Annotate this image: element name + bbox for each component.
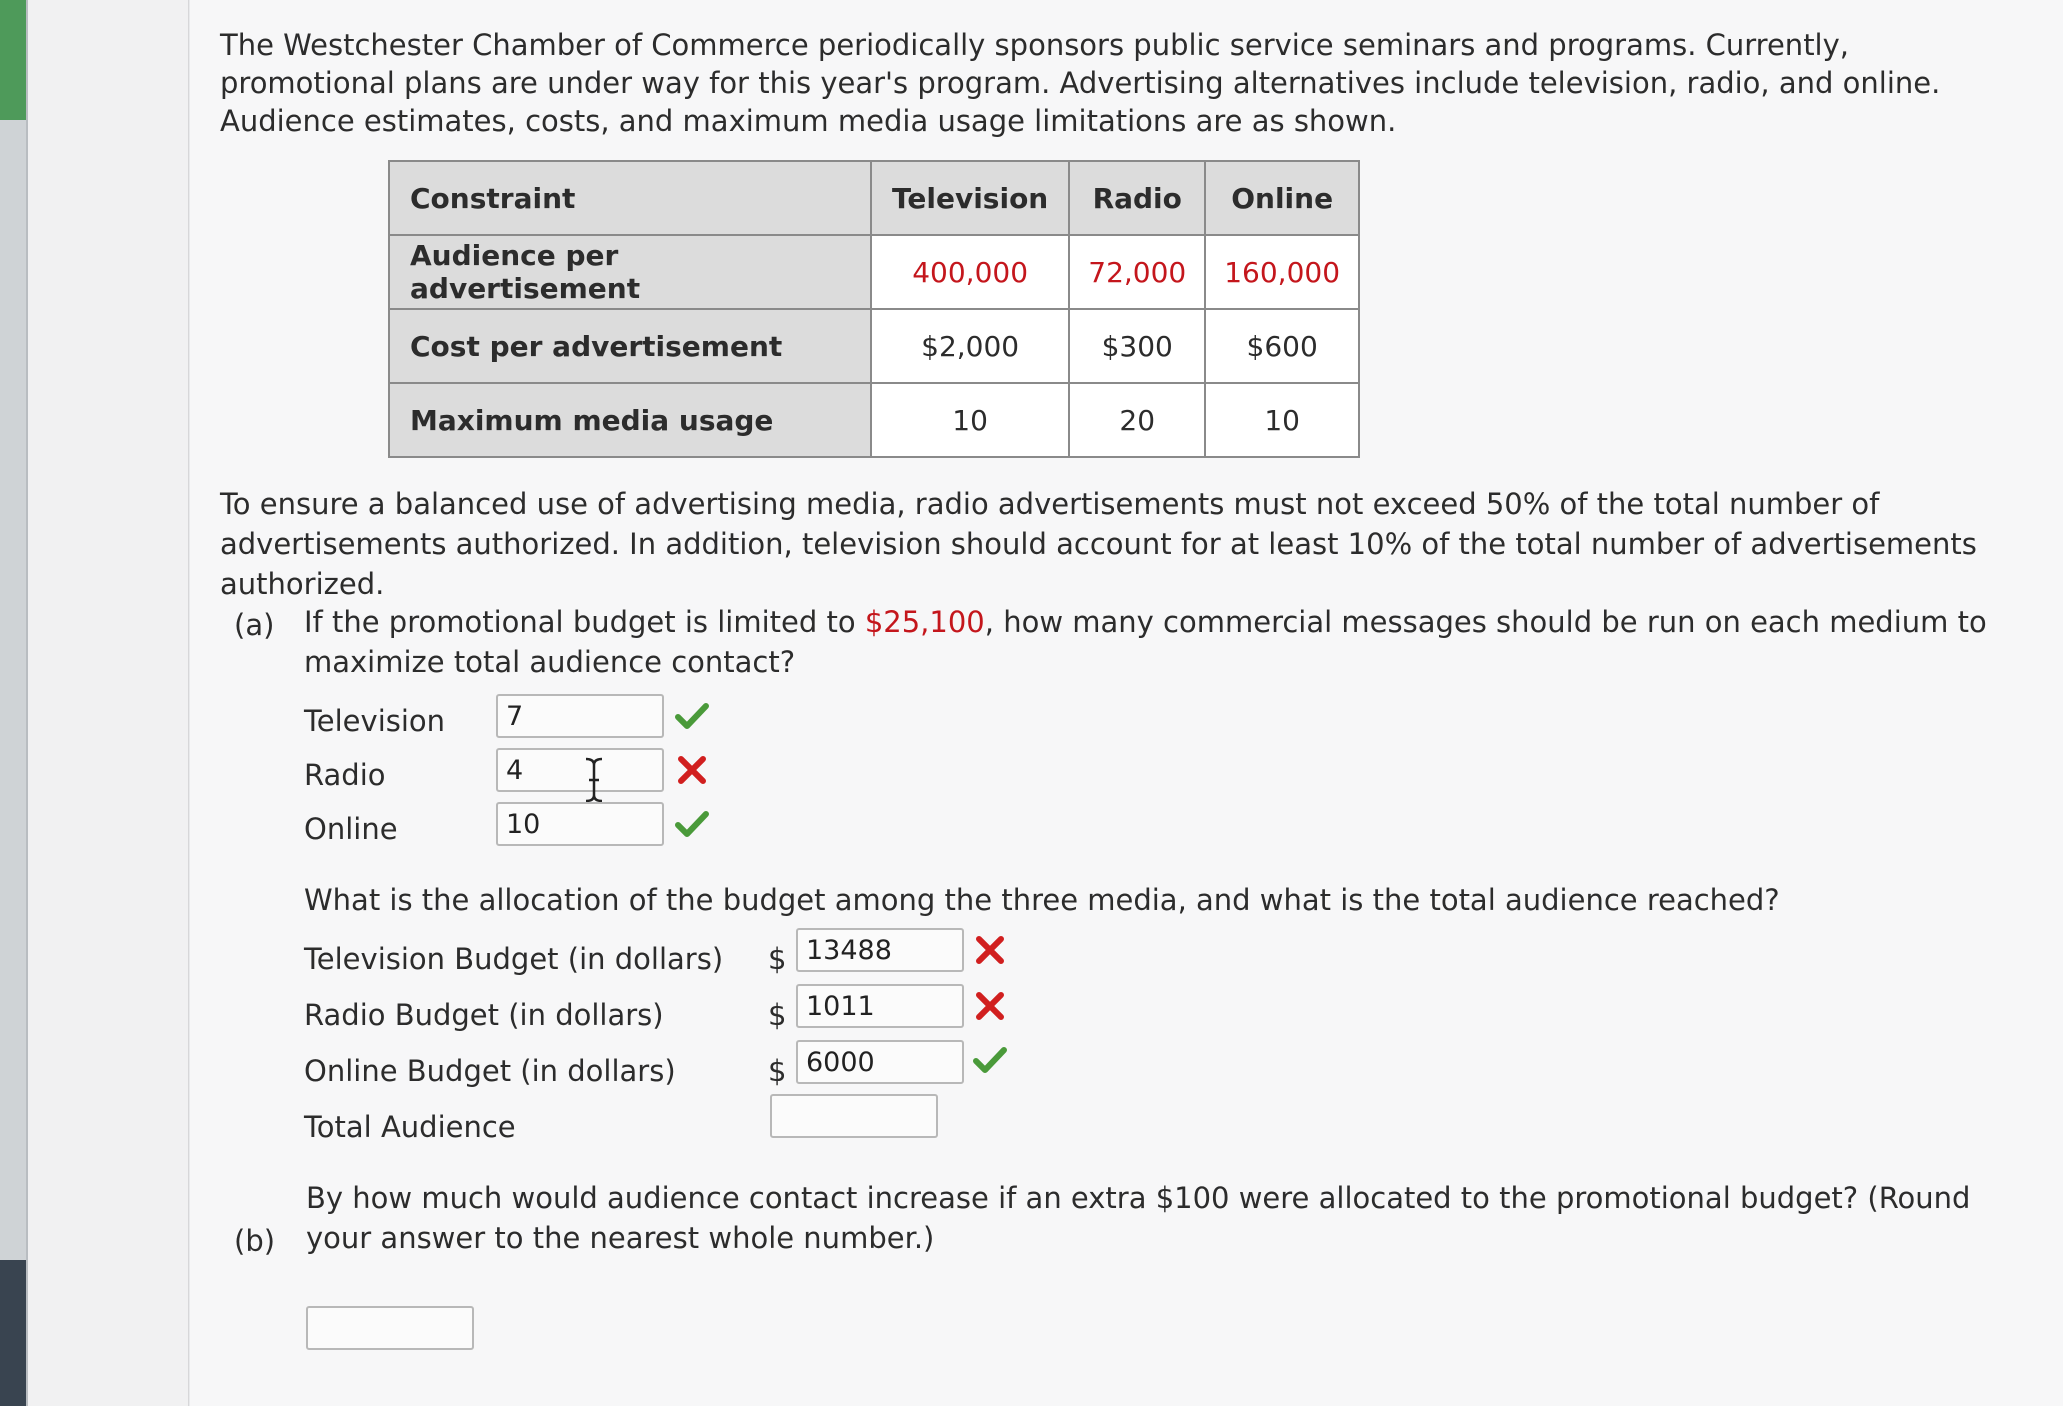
radio-budget-label: Radio Budget (in dollars) [304, 998, 664, 1032]
total-audience-label: Total Audience [304, 1110, 516, 1144]
row-label-cost: Cost per advertisement [389, 309, 871, 383]
television-count-input[interactable] [496, 694, 664, 738]
max-usage-radio: 20 [1069, 383, 1205, 457]
part-a-question-pre: If the promotional budget is limited to [304, 605, 865, 639]
part-a-question [304, 602, 2044, 682]
table-row [389, 383, 1359, 457]
header-online: Online [1205, 161, 1359, 235]
table-header-row [389, 161, 1359, 235]
max-usage-television: 10 [871, 383, 1069, 457]
problem-intro: The Westchester Chamber of Commerce periodically sponsors public service seminars and programs. Currently, promotional plans are under way for this year's program. Advertising alternatives include television, radio, and online. Audience estimates, costs, and maximum media usage limitations are as shown. [220, 28, 1941, 138]
left-edge-strip [0, 0, 28, 1406]
media-table [388, 160, 1360, 458]
online-budget-label: Online Budget (in dollars) [304, 1054, 676, 1088]
radio-budget-currency: $ [768, 998, 787, 1032]
max-usage-online: 10 [1205, 383, 1359, 457]
text-cursor-icon [582, 756, 606, 804]
table-row [389, 235, 1359, 309]
row-label-max-usage: Maximum media usage [389, 383, 871, 457]
television-budget-input[interactable] [796, 928, 964, 972]
part-b-answer-input[interactable] [306, 1306, 474, 1350]
part-a-question-post: , how many commercial messages should be run on each medium to maximize total audience contact? [304, 605, 1987, 679]
online-budget-currency: $ [768, 1054, 787, 1088]
left-edge-dark-block [0, 1260, 26, 1406]
check-icon [972, 1042, 1008, 1078]
header-radio: Radio [1069, 161, 1205, 235]
check-icon [674, 806, 710, 842]
cross-icon [974, 934, 1006, 966]
header-television: Television [871, 161, 1069, 235]
audience-radio: 72,000 [1069, 235, 1205, 309]
total-audience-input[interactable] [770, 1094, 938, 1138]
cost-radio: $300 [1069, 309, 1205, 383]
cross-icon [676, 754, 708, 786]
part-a-label: (a) [234, 608, 275, 642]
side-column [28, 0, 189, 1406]
table-row [389, 309, 1359, 383]
television-label: Television [304, 704, 446, 738]
left-edge-green-block [0, 0, 26, 120]
online-budget-input[interactable] [796, 1040, 964, 1084]
part-a-budget-amount: $25,100 [864, 605, 985, 639]
row-label-audience: Audience per advertisement [389, 235, 871, 309]
header-constraint: Constraint [389, 161, 871, 235]
part-b-label: (b) [234, 1224, 276, 1258]
radio-label: Radio [304, 758, 386, 792]
balance-constraint-text: To ensure a balanced use of advertising media, radio advertisements must not exceed 50% of the total number of advertisements authorized. In addition, television should account for at least 10% of the total number of advertisements authorized. [220, 487, 1977, 601]
cost-online: $600 [1205, 309, 1359, 383]
cross-icon [974, 990, 1006, 1022]
allocation-question: What is the allocation of the budget among the three media, and what is the total audience reached? [304, 883, 1780, 917]
cost-television: $2,000 [871, 309, 1069, 383]
television-budget-label: Television Budget (in dollars) [304, 942, 724, 976]
audience-television: 400,000 [871, 235, 1069, 309]
check-icon [674, 698, 710, 734]
online-count-input[interactable] [496, 802, 664, 846]
problem-panel [190, 0, 2063, 1406]
audience-online: 160,000 [1205, 235, 1359, 309]
part-b-question: By how much would audience contact increase if an extra $100 were allocated to the promotional budget? (Round your answer to the nearest whole number.) [306, 1181, 1971, 1255]
radio-budget-input[interactable] [796, 984, 964, 1028]
television-budget-currency: $ [768, 942, 787, 976]
radio-count-input[interactable] [496, 748, 664, 792]
online-label: Online [304, 812, 398, 846]
